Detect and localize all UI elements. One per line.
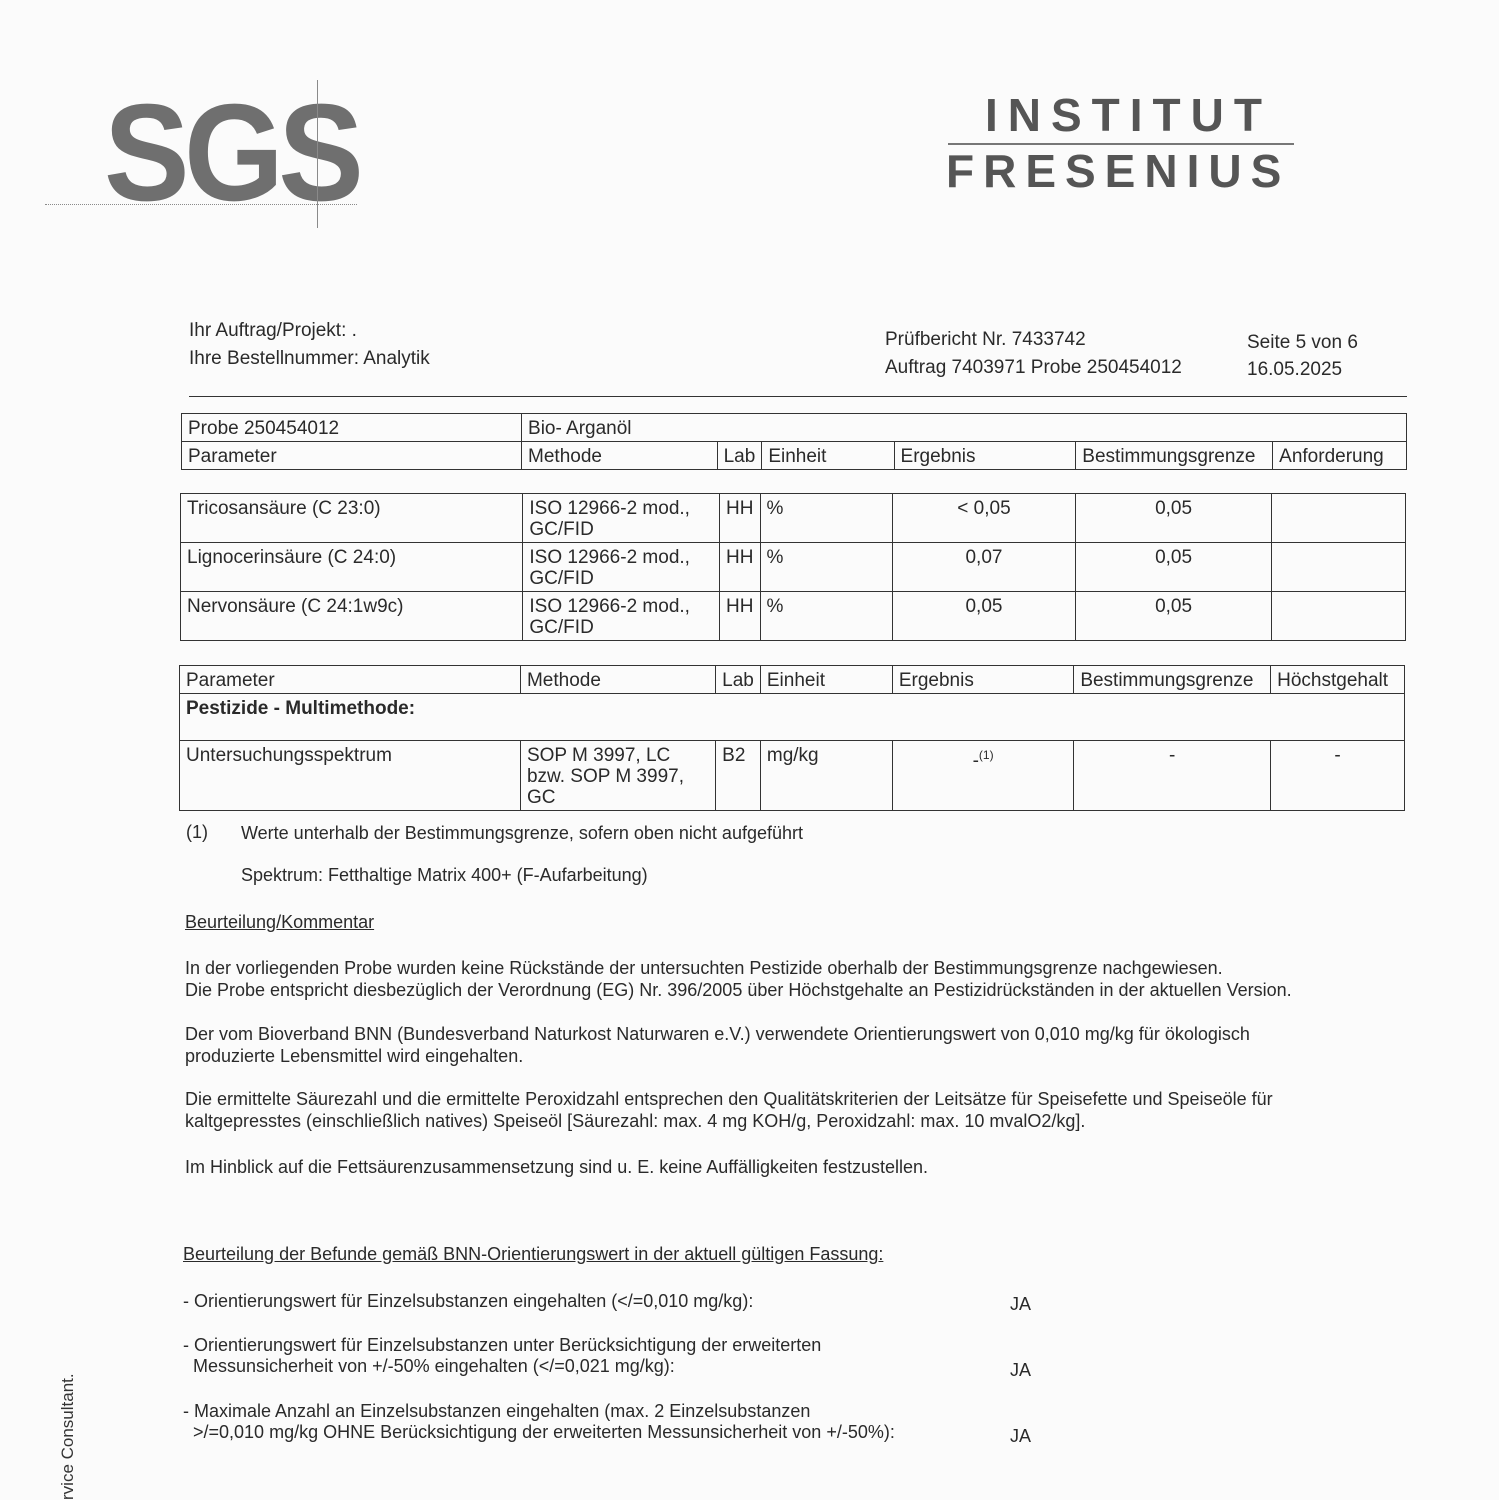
anforderung-cell — [1272, 543, 1406, 592]
col-header-bestimmungsgrenze: Bestimmungsgrenze — [1074, 666, 1271, 694]
lab-cell: HH — [720, 494, 760, 543]
side-margin-text: rvice Consultant. — [58, 1373, 77, 1500]
bnn-item-label-cont: >/=0,010 mg/kg OHNE Berücksichtigung der erweiterten Messunsicherheit von +/-50%): — [193, 1422, 895, 1442]
einheit-cell: % — [760, 592, 893, 641]
table-row — [181, 494, 1406, 543]
parameter-cell: Untersuchungsspektrum — [180, 741, 521, 811]
bestellnummer: Ihre Bestellnummer: Analytik — [189, 348, 430, 369]
col-header-anforderung: Anforderung — [1273, 442, 1407, 470]
parameter-cell: Lignocerinsäure (C 24:0) — [181, 543, 523, 592]
spektrum-text: Spektrum: Fetthaltige Matrix 400+ (F-Aufarbeitung) — [241, 865, 648, 885]
lab-cell: B2 — [716, 741, 761, 811]
table-header-row — [180, 666, 1405, 694]
hoechstgehalt-cell: - — [1271, 741, 1405, 811]
auftrag-probe: Auftrag 7403971 Probe 250454012 — [885, 357, 1182, 378]
col-header-einheit: Einheit — [762, 442, 894, 470]
anforderung-cell — [1272, 592, 1406, 641]
col-header-methode: Methode — [520, 666, 715, 694]
sgs-logo: SGS — [104, 76, 359, 230]
ergebnis-cell: -$^{(1)}$ — [892, 741, 1073, 811]
footnote-ref: (1) — [978, 748, 994, 762]
col-header-hoechstgehalt: Höchstgehalt — [1271, 666, 1405, 694]
product-name: Bio- Arganöl — [522, 414, 1407, 442]
col-header-ergebnis: Ergebnis — [894, 442, 1076, 470]
bnn-item-value: JA — [1010, 1294, 1032, 1314]
ergebnis-cell: 0,05 — [893, 592, 1076, 641]
kommentar-paragraph: Die Probe entspricht diesbezüglich der Verordnung (EG) Nr. 396/2005 über Höchstgehalte an Pestizidrückständen in der aktuellen Version. — [185, 980, 1292, 1000]
pesticide-table — [179, 665, 1405, 811]
grenze-cell: 0,05 — [1075, 543, 1272, 592]
bnn-heading: Beurteilung der Befunde gemäß BNN-Orientierungswert in der aktuell gültigen Fassung: — [183, 1244, 884, 1264]
bnn-item-value: JA — [1010, 1426, 1032, 1446]
probe-cell: Probe 250454012 — [182, 414, 522, 442]
sample-header-table — [181, 413, 1407, 470]
methode-cell: ISO 12966-2 mod., GC/FID — [523, 592, 720, 641]
logo-divider-line-vertical — [317, 80, 318, 228]
col-header-parameter: Parameter — [182, 442, 522, 470]
fresenius-logo-text: FRESENIUS — [946, 145, 1291, 197]
kommentar-paragraph: kaltgepresstes (einschließlich natives) Speiseöl [Säurezahl: max. 4 mg KOH/g, Peroxidzahl: max. 10 mvalO2/kg]. — [185, 1111, 1086, 1131]
einheit-cell: % — [760, 494, 893, 543]
report-date: 16.05.2025 — [1247, 359, 1343, 380]
einheit-cell: % — [760, 543, 893, 592]
section-title: Pestizide - Multimethode: — [180, 694, 1405, 741]
col-header-einheit: Einheit — [760, 666, 892, 694]
kommentar-paragraph: Im Hinblick auf die Fettsäurenzusammensetzung sind u. E. keine Auffälligkeiten festzustellen. — [185, 1157, 929, 1177]
page-number: Seite 5 von 6 — [1247, 332, 1358, 353]
kommentar-paragraph: Die ermittelte Säurezahl und die ermittelte Peroxidzahl entsprechen den Qualitätskriterien der Leitsätze für Speisefette und Speiseöle für — [185, 1089, 1273, 1109]
grenze-cell: 0,05 — [1075, 592, 1272, 641]
header-rule — [189, 396, 1407, 397]
table-row — [180, 741, 1405, 811]
anforderung-cell — [1272, 494, 1406, 543]
methode-cell: ISO 12966-2 mod., GC/FID — [523, 543, 720, 592]
bnn-item-label: - Orientierungswert für Einzelsubstanzen eingehalten (</=0,010 mg/kg): — [183, 1291, 754, 1311]
footnote-text: Werte unterhalb der Bestimmungsgrenze, sofern oben nicht aufgeführt — [241, 823, 803, 843]
parameter-cell: Tricosansäure (C 23:0) — [181, 494, 523, 543]
methode-cell: SOP M 3997, LC bzw. SOP M 3997, GC — [520, 741, 715, 811]
sample-row — [182, 414, 1407, 442]
kommentar-paragraph: In der vorliegenden Probe wurden keine Rückstände der untersuchten Pestizide oberhalb der Bestimmungsgrenze nachgewiesen. — [185, 958, 1223, 978]
grenze-cell: 0,05 — [1075, 494, 1272, 543]
col-header-lab: Lab — [717, 442, 762, 470]
table-row — [181, 592, 1406, 641]
table-header-row — [182, 442, 1407, 470]
bnn-item-value: JA — [1010, 1360, 1032, 1380]
auftrag-projekt: Ihr Auftrag/Projekt: . — [189, 320, 357, 341]
col-header-methode: Methode — [522, 442, 718, 470]
col-header-bestimmungsgrenze: Bestimmungsgrenze — [1076, 442, 1273, 470]
institut-logo-text: INSTITUT — [985, 89, 1272, 141]
pruefbericht-nr: Prüfbericht Nr. 7433742 — [885, 329, 1086, 350]
methode-cell: ISO 12966-2 mod., GC/FID — [523, 494, 720, 543]
bnn-item-label-cont: Messunsicherheit von +/-50% eingehalten (</=0,021 mg/kg): — [193, 1356, 675, 1376]
fatty-acid-table — [180, 493, 1406, 641]
logo-divider-line — [45, 204, 357, 205]
bnn-item-label: - Maximale Anzahl an Einzelsubstanzen eingehalten (max. 2 Einzelsubstanzen — [183, 1401, 811, 1421]
grenze-cell: - — [1074, 741, 1271, 811]
bnn-item-label: - Orientierungswert für Einzelsubstanzen unter Berücksichtigung der erweiterten — [183, 1335, 822, 1355]
lab-cell: HH — [720, 543, 760, 592]
ergebnis-cell: 0,07 — [893, 543, 1076, 592]
col-header-lab: Lab — [716, 666, 761, 694]
parameter-cell: Nervonsäure (C 24:1w9c) — [181, 592, 523, 641]
footnote-marker: (1) — [186, 822, 208, 842]
col-header-ergebnis: Ergebnis — [892, 666, 1073, 694]
table-row — [181, 543, 1406, 592]
kommentar-paragraph: Der vom Bioverband BNN (Bundesverband Naturkost Naturwaren e.V.) verwendete Orientierungswert von 0,010 mg/kg für ökologisch — [185, 1024, 1250, 1044]
kommentar-heading: Beurteilung/Kommentar — [185, 912, 375, 932]
section-row — [180, 694, 1405, 741]
kommentar-paragraph: produzierte Lebensmittel wird eingehalten. — [185, 1046, 524, 1066]
einheit-cell: mg/kg — [760, 741, 892, 811]
ergebnis-cell: < 0,05 — [893, 494, 1076, 543]
col-header-parameter: Parameter — [180, 666, 521, 694]
lab-cell: HH — [720, 592, 760, 641]
